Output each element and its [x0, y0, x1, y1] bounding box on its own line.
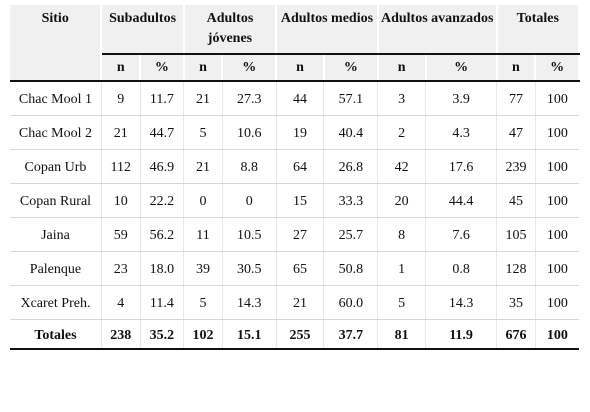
count-cell: 11 — [184, 218, 223, 252]
table-row — [10, 218, 579, 252]
count-cell: 0 — [184, 184, 223, 218]
header-group-adultos-medios: Adultos medios — [276, 5, 378, 54]
count-cell: 4 — [101, 286, 140, 320]
percent-cell: 11.9 — [426, 320, 497, 350]
table-row — [10, 252, 579, 286]
count-cell: 676 — [497, 320, 536, 350]
count-cell: 5 — [184, 286, 223, 320]
percent-cell: 14.3 — [222, 286, 276, 320]
site-cell: Jaina — [10, 218, 101, 252]
percent-cell: 11.7 — [140, 81, 184, 116]
count-cell: 21 — [184, 150, 223, 184]
percent-cell: 4.3 — [426, 116, 497, 150]
header-n: n — [378, 54, 426, 81]
header-group-adultos-avanzados: Adultos avanzados — [378, 5, 497, 54]
count-cell: 3 — [378, 81, 426, 116]
site-cell: Xcaret Preh. — [10, 286, 101, 320]
count-cell: 35 — [497, 286, 536, 320]
count-cell: 8 — [378, 218, 426, 252]
count-cell: 77 — [497, 81, 536, 116]
site-cell: Palenque — [10, 252, 101, 286]
header-n: n — [276, 54, 324, 81]
table-row — [10, 81, 579, 116]
header-group-totales: Totales — [497, 5, 579, 54]
header-pct: % — [140, 54, 184, 81]
percent-cell: 14.3 — [426, 286, 497, 320]
count-cell: 81 — [378, 320, 426, 350]
count-cell: 21 — [276, 286, 324, 320]
percent-cell: 0.8 — [426, 252, 497, 286]
count-cell: 112 — [101, 150, 140, 184]
percent-cell: 100 — [535, 150, 579, 184]
percent-cell: 56.2 — [140, 218, 184, 252]
percent-cell: 10.5 — [222, 218, 276, 252]
count-cell: 5 — [378, 286, 426, 320]
header-n: n — [497, 54, 536, 81]
percent-cell: 22.2 — [140, 184, 184, 218]
count-cell: 21 — [101, 116, 140, 150]
percent-cell: 50.8 — [324, 252, 378, 286]
table-row — [10, 286, 579, 320]
count-cell: 10 — [101, 184, 140, 218]
percent-cell: 100 — [535, 286, 579, 320]
count-cell: 45 — [497, 184, 536, 218]
count-cell: 128 — [497, 252, 536, 286]
count-cell: 59 — [101, 218, 140, 252]
percent-cell: 100 — [535, 81, 579, 116]
count-cell: 20 — [378, 184, 426, 218]
count-cell: 1 — [378, 252, 426, 286]
header-pct: % — [535, 54, 579, 81]
count-cell: 238 — [101, 320, 140, 350]
site-cell: Chac Mool 1 — [10, 81, 101, 116]
count-cell: 64 — [276, 150, 324, 184]
site-cell: Chac Mool 2 — [10, 116, 101, 150]
header-site: Sitio — [10, 5, 101, 81]
table-row — [10, 150, 579, 184]
count-cell: 47 — [497, 116, 536, 150]
percent-cell: 60.0 — [324, 286, 378, 320]
table-body — [10, 81, 579, 349]
age-distribution-table — [10, 5, 580, 350]
percent-cell: 44.7 — [140, 116, 184, 150]
percent-cell: 17.6 — [426, 150, 497, 184]
count-cell: 39 — [184, 252, 223, 286]
header-pct: % — [426, 54, 497, 81]
count-cell: 27 — [276, 218, 324, 252]
percent-cell: 30.5 — [222, 252, 276, 286]
percent-cell: 100 — [535, 320, 579, 350]
percent-cell: 44.4 — [426, 184, 497, 218]
header-group-subadultos: Subadultos — [101, 5, 183, 54]
count-cell: 23 — [101, 252, 140, 286]
table-header — [10, 5, 579, 81]
count-cell: 15 — [276, 184, 324, 218]
percent-cell: 40.4 — [324, 116, 378, 150]
table-row — [10, 116, 579, 150]
count-cell: 65 — [276, 252, 324, 286]
count-cell: 9 — [101, 81, 140, 116]
percent-cell: 10.6 — [222, 116, 276, 150]
percent-cell: 35.2 — [140, 320, 184, 350]
count-cell: 5 — [184, 116, 223, 150]
site-cell: Copan Urb — [10, 150, 101, 184]
percent-cell: 100 — [535, 252, 579, 286]
table-row — [10, 184, 579, 218]
count-cell: 44 — [276, 81, 324, 116]
percent-cell: 100 — [535, 184, 579, 218]
count-cell: 42 — [378, 150, 426, 184]
header-pct: % — [324, 54, 378, 81]
percent-cell: 26.8 — [324, 150, 378, 184]
count-cell: 2 — [378, 116, 426, 150]
count-cell: 255 — [276, 320, 324, 350]
percent-cell: 8.8 — [222, 150, 276, 184]
percent-cell: 100 — [535, 218, 579, 252]
count-cell: 105 — [497, 218, 536, 252]
header-n: n — [184, 54, 223, 81]
count-cell: 102 — [184, 320, 223, 350]
count-cell: 19 — [276, 116, 324, 150]
percent-cell: 7.6 — [426, 218, 497, 252]
percent-cell: 100 — [535, 116, 579, 150]
percent-cell: 15.1 — [222, 320, 276, 350]
site-cell: Copan Rural — [10, 184, 101, 218]
percent-cell: 0 — [222, 184, 276, 218]
percent-cell: 3.9 — [426, 81, 497, 116]
percent-cell: 25.7 — [324, 218, 378, 252]
header-pct: % — [222, 54, 276, 81]
count-cell: 239 — [497, 150, 536, 184]
percent-cell: 37.7 — [324, 320, 378, 350]
percent-cell: 27.3 — [222, 81, 276, 116]
totals-row — [10, 320, 579, 350]
percent-cell: 18.0 — [140, 252, 184, 286]
header-n: n — [101, 54, 140, 81]
percent-cell: 46.9 — [140, 150, 184, 184]
percent-cell: 11.4 — [140, 286, 184, 320]
count-cell: 21 — [184, 81, 223, 116]
header-group-adultos-jovenes: Adultos jóvenes — [184, 5, 276, 54]
site-cell: Totales — [10, 320, 101, 350]
percent-cell: 57.1 — [324, 81, 378, 116]
percent-cell: 33.3 — [324, 184, 378, 218]
